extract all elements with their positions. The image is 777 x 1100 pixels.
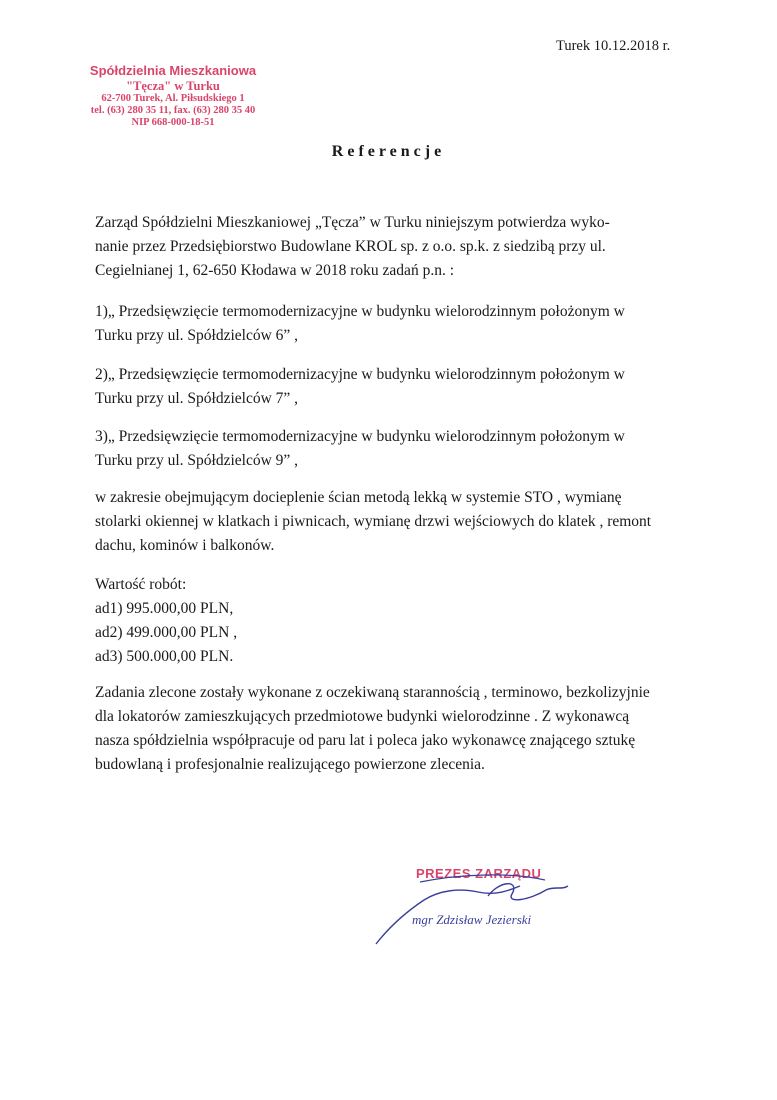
closing-line: dla lokatorów zamieszkujących przedmiotowe budynki wielorodzinne . Z wykonawcą bbox=[95, 708, 630, 725]
scope-line: stolarki okiennej w klatkach i piwnicach, wymianę drzwi wejściowych do klatek , remont bbox=[95, 513, 652, 530]
stamp-nip: NIP 668-000-18-51 bbox=[131, 117, 215, 129]
values-heading: Wartość robót: bbox=[95, 576, 187, 593]
stamp-address: 62-700 Turek, Al. Piłsudskiego 1 bbox=[101, 93, 245, 105]
stamp-phone: tel. (63) 280 35 11, fax. (63) 280 35 40 bbox=[90, 105, 256, 117]
task-line: 3)„ Przedsięwzięcie termomodernizacyjne w budynku wielorodzinnym położonym w bbox=[95, 428, 625, 445]
intro-line: Cegielnianej 1, 62-650 Kłodawa w 2018 roku zadań p.n. : bbox=[95, 262, 454, 279]
intro-line: Zarząd Spółdzielni Mieszkaniowej „Tęcza” w Turku niniejszym potwierdza wyko- bbox=[95, 214, 610, 231]
task-line: 1)„ Przedsięwzięcie termomodernizacyjne w budynku wielorodzinnym położonym w bbox=[95, 303, 625, 320]
closing-line: budowlaną i profesjonalnie realizującego powierzone zlecenia. bbox=[95, 756, 485, 773]
stamp-name: Spółdzielnia Mieszkaniowa bbox=[89, 63, 257, 78]
value-line: ad3) 500.000,00 PLN. bbox=[95, 648, 234, 665]
stamp-subtitle: "Tęcza" w Turku bbox=[126, 78, 220, 93]
task-item-2 bbox=[95, 363, 735, 411]
closing-paragraph bbox=[95, 681, 735, 777]
task-line: Turku przy ul. Spółdzielców 7” , bbox=[95, 390, 299, 407]
value-line: ad2) 499.000,00 PLN , bbox=[95, 624, 238, 641]
signature-block bbox=[370, 860, 590, 950]
cooperative-stamp bbox=[78, 64, 268, 130]
closing-line: Zadania zlecone zostały wykonane z oczekiwaną starannością , terminowo, bezkolizyjnie bbox=[95, 684, 650, 701]
scope-paragraph bbox=[95, 486, 735, 558]
signature-name: mgr Zdzisław Jezierski bbox=[412, 912, 532, 927]
document-title: Referencje bbox=[331, 143, 446, 160]
signature-title: PREZES ZARZĄDU bbox=[416, 866, 542, 881]
scope-line: dachu, kominów i balkonów. bbox=[95, 537, 275, 554]
task-line: Turku przy ul. Spółdzielców 6” , bbox=[95, 327, 299, 344]
scope-line: w zakresie obejmującym docieplenie ścian metodą lekką w systemie STO , wymianę bbox=[95, 489, 622, 506]
work-values bbox=[95, 573, 237, 669]
intro-paragraph bbox=[95, 211, 735, 283]
handwritten-signature bbox=[370, 860, 590, 950]
task-line: Turku przy ul. Spółdzielców 9” , bbox=[95, 452, 299, 469]
closing-line: nasza spółdzielnia współpracuje od paru lat i poleca jako wykonawcę znającego sztukę bbox=[95, 732, 636, 749]
task-item-1 bbox=[95, 300, 735, 348]
document-date: Turek 10.12.2018 r. bbox=[556, 38, 671, 54]
value-line: ad1) 995.000,00 PLN, bbox=[95, 600, 234, 617]
task-line: 2)„ Przedsięwzięcie termomodernizacyjne w budynku wielorodzinnym położonym w bbox=[95, 366, 625, 383]
intro-line: nanie przez Przedsiębiorstwo Budowlane KROL sp. z o.o. sp.k. z siedzibą przy ul. bbox=[95, 238, 606, 255]
task-item-3 bbox=[95, 425, 735, 473]
